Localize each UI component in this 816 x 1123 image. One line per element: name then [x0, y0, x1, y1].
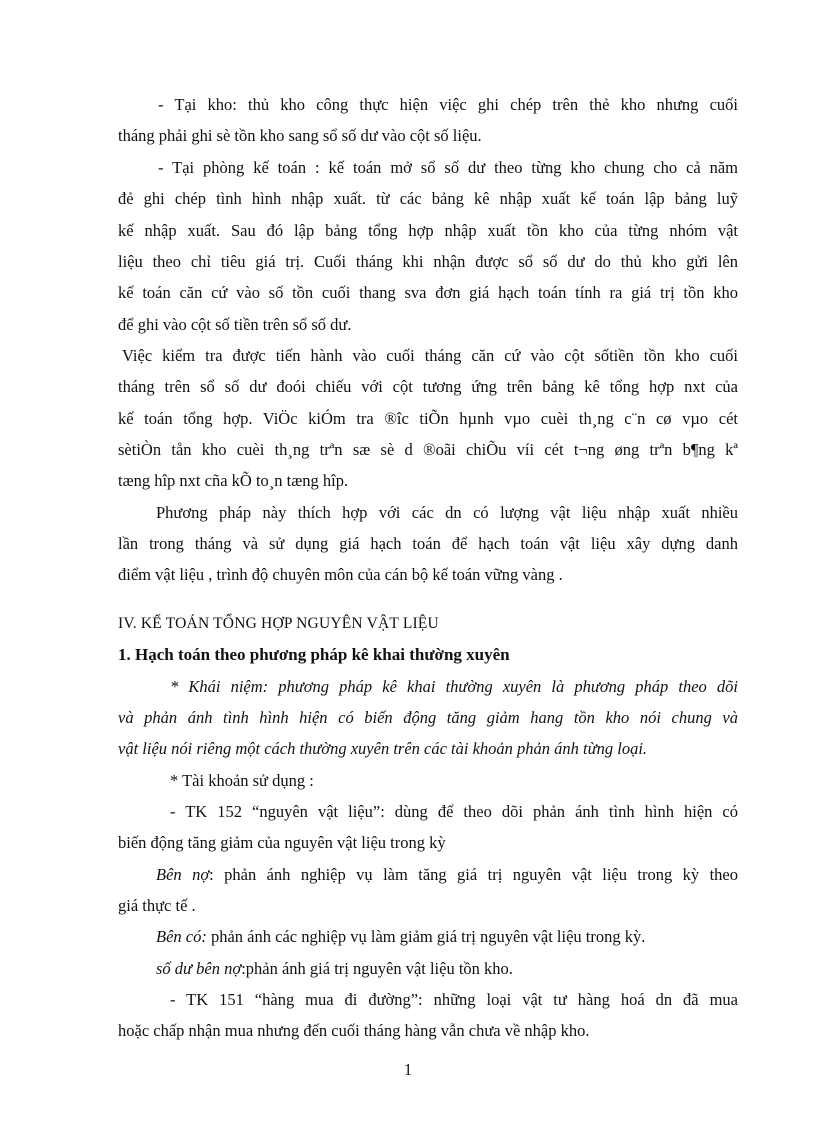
page-number: 1: [403, 1060, 413, 1079]
debit-text: : phản ánh nghiệp vụ làm tăng giá trị nguyên vật liệu trong kỳ theo: [209, 865, 738, 884]
paragraph-line: sètiÒn tån kho cuèi th¸ng trªn sæ sè d ®oãi chiÕu víi cét t¬ng øng trªn b¶ng kª: [118, 440, 738, 459]
paragraph-line: để ghi vào cột số tiền trên sổ số dư.: [118, 315, 352, 334]
paragraph-line: điểm vật liệu , trình độ chuyên môn của cán bộ kế toán vững vàng .: [118, 565, 563, 584]
paragraph-line: kế nhập xuất. Sau đó lập bảng tổng hợp nhập xuất tồn kho của từng nhóm vật: [118, 221, 738, 240]
paragraph-line: kế toán căn cứ vào số tồn cuối thang sva đơn giá hạch toán tính ra giá trị tồn kho: [118, 283, 738, 302]
paragraph-line: tháng phải ghi sè tồn kho sang sổ số dư vào cột số liệu.: [118, 126, 482, 145]
subsection-heading: 1. Hạch toán theo phương pháp kê khai thường xuyên: [118, 645, 510, 664]
paragraph-line: - Tại kho: thủ kho công thực hiện việc ghi chép trên thẻ kho nhưng cuối: [158, 95, 738, 114]
paragraph-line: và phản ánh tình hình hiện có biến động tăng giảm hang tồn kho nói chung và: [118, 708, 738, 727]
balance-text: :phản ánh giá trị nguyên vật liệu tồn kho.: [241, 959, 513, 978]
paragraph-line: vật liệu nói riêng một cách thường xuyên trên các tài khoản phản ánh từng loại.: [118, 739, 648, 758]
paragraph-line: tæng hîp nxt cña kÕ to¸n tæng hîp.: [118, 471, 349, 490]
balance-label: số dư bên nợ: [156, 959, 242, 978]
paragraph-line: - Tại phòng kế toán : kế toán mở sổ số dư theo từng kho chung cho cả năm: [158, 158, 738, 177]
paragraph-line: lần trong tháng và sử dụng giá hạch toán để hạch toán vật liệu xây dựng danh: [118, 534, 738, 553]
accounts-label: * Tài khoản sử dụng :: [170, 771, 314, 790]
paragraph-line: hoặc chấp nhận mua nhưng đến cuối tháng hàng vẫn chưa về nhập kho.: [118, 1021, 590, 1040]
balance-line: [156, 959, 738, 979]
paragraph-line: Việc kiểm tra được tiến hành vào cuối tháng căn cứ vào cột sốtiền tồn kho cuối: [122, 346, 738, 365]
credit-line: [156, 927, 738, 947]
debit-label: Bên nợ: [156, 865, 210, 884]
paragraph-line: tháng trên sổ số dư đoói chiếu với cột tương ứng trên bảng kê tổng hợp nxt của: [118, 377, 738, 396]
paragraph-line: giá thực tế .: [118, 896, 196, 915]
paragraph-line: - TK 151 “hàng mua đi đường”: những loại vật tư hàng hoá dn đã mua: [170, 990, 738, 1009]
debit-line: [156, 865, 738, 885]
section-heading: IV. KẾ TOÁN TỔNG HỢP NGUYÊN VẬT LIỆU: [118, 615, 439, 632]
paragraph-line: kế toán tổng hợp. ViÖc kiÓm tra ®îc tiÕn hµnh vµo cuèi th¸ng c¨n cø vµo cét: [118, 409, 738, 428]
credit-label: Bên có:: [156, 927, 207, 946]
paragraph-line: - TK 152 “nguyên vật liệu”: dùng để theo dõi phản ánh tình hình hiện có: [170, 802, 738, 821]
paragraph-line: * Khái niệm: phương pháp kê khai thường xuyên là phương pháp theo dõi: [170, 677, 738, 696]
credit-text: phản ánh các nghiệp vụ làm giảm giá trị nguyên vật liệu trong kỳ.: [206, 927, 646, 946]
paragraph-line: Phương pháp này thích hợp với các dn có lượng vật liệu nhập xuất nhiều: [156, 503, 738, 522]
paragraph-line: liệu theo chỉ tiêu giá trị. Cuối tháng khi nhận được sổ số dư do thủ kho gửi lên: [118, 252, 738, 271]
paragraph-line: biến động tăng giảm của nguyên vật liệu trong kỳ: [118, 833, 446, 852]
paragraph-line: đẻ ghi chép tình hình nhập xuất. từ các bảng kê nhập xuất kế toán lập bảng luỹ: [118, 189, 738, 208]
